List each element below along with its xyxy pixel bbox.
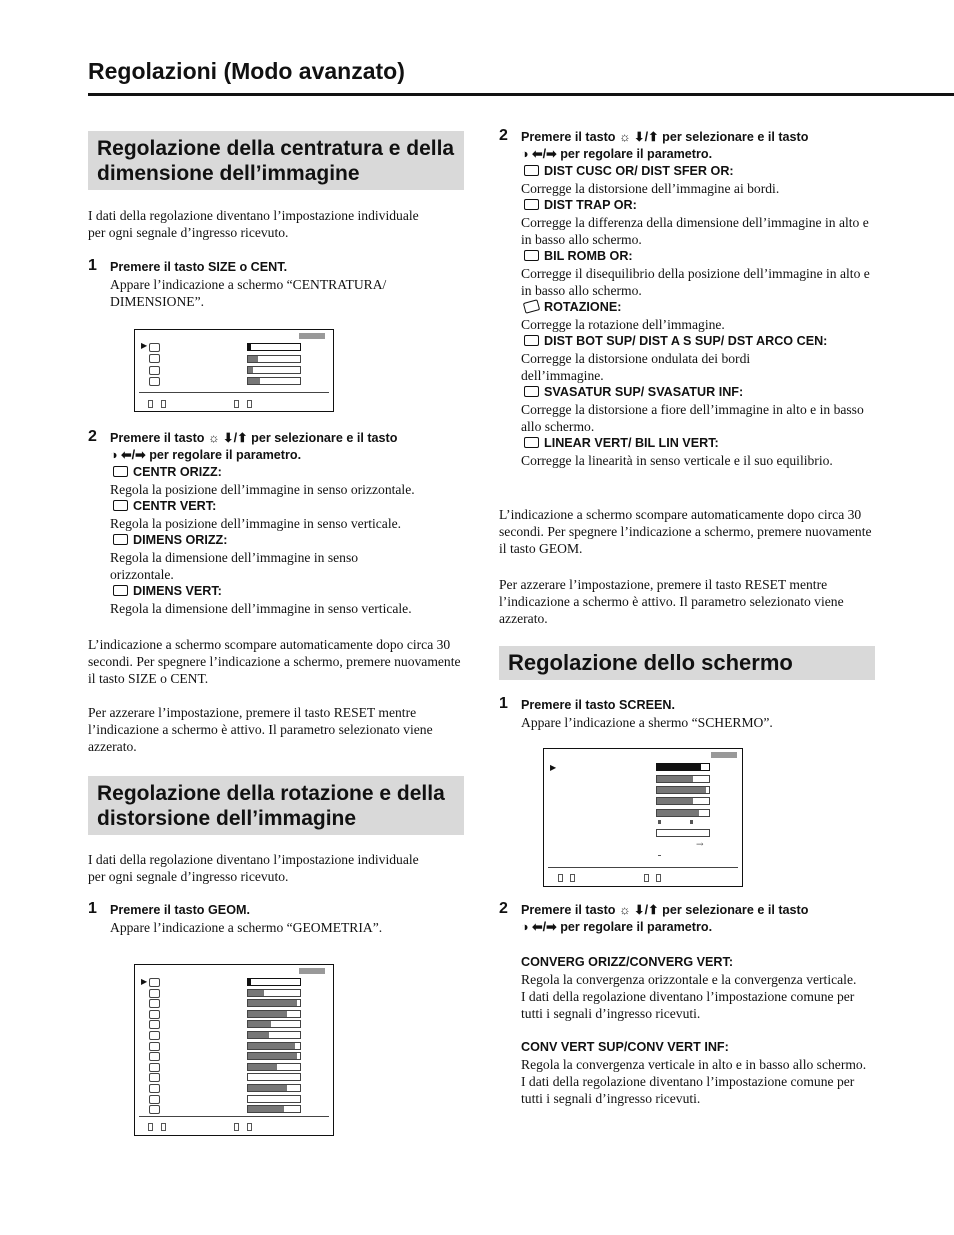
step-heading: Premere il tasto SCREEN. <box>521 698 675 712</box>
parallelogram-icon <box>524 250 539 261</box>
osd-bar <box>656 797 710 805</box>
item-label-row <box>110 464 460 481</box>
item-text: Regola la dimensione dell’immagine in senso verticale. <box>110 601 412 616</box>
intro-geometry: I dati della regolazione diventano l’impostazione individuale per ogni segnale d’ingresso ricevuto. <box>88 852 419 884</box>
osd-button-icon <box>234 400 239 408</box>
osd-bar <box>247 1063 301 1071</box>
top-distortion-icon <box>524 335 539 346</box>
item-label-row <box>521 163 876 180</box>
section-heading-geometry <box>88 776 464 835</box>
item-label-row <box>521 384 876 401</box>
item-text: Corregge la rotazione dell’immagine. <box>521 317 725 332</box>
osd-button-icon <box>644 874 649 882</box>
item-label-row <box>110 498 460 515</box>
osd-bar <box>247 1052 301 1060</box>
geometry-setting-icon <box>149 1031 160 1040</box>
osd-bar <box>247 1073 301 1081</box>
osd-screen-menu <box>543 748 743 887</box>
geometry-setting-icon <box>149 1073 160 1082</box>
item-label: DIMENS VERT: <box>133 584 222 598</box>
osd-bar <box>247 1042 301 1050</box>
osd-bar <box>656 809 710 817</box>
osd-button-icon <box>161 400 166 408</box>
section-title-geometry: Regolazione della rotazione e della distorsione dell’immagine <box>97 782 445 830</box>
item-text: I dati della regolazione diventano l’impostazione comune per tutti i segnali d’ingresso ricevuti. <box>521 1074 855 1106</box>
step-heading: Premere il tasto SIZE o CENT. <box>110 260 288 274</box>
item-label-row <box>521 197 876 214</box>
osd-bar <box>247 1020 301 1028</box>
step-number: 1 <box>499 695 508 712</box>
osd-button-icon <box>148 400 153 408</box>
item-text: Corregge la linearità in senso verticale e il suo equilibrio. <box>521 453 833 468</box>
step-heading: Premere il tasto ☼ ⬇/⬆ per selezionare e il tasto <box>521 903 809 917</box>
geometry-setting-icon <box>149 1105 160 1114</box>
item-label: CONVERG ORIZZ/CONVERG VERT: <box>521 955 734 969</box>
item-label: DIST BOT SUP/ DIST A S SUP/ DST ARCO CEN: <box>544 334 828 348</box>
geometry-setting-icon <box>149 1052 160 1061</box>
geometry-setting-icon <box>149 978 160 987</box>
note-reset: Per azzerare l’impostazione, premere il tasto RESET mentre l’indicazione a schermo è attivo. Il parametro selezionato viene azzerato. <box>88 705 433 754</box>
osd-divider <box>548 867 738 868</box>
screen-items <box>521 954 876 1107</box>
step-number: 2 <box>88 428 97 445</box>
item-label-row <box>521 333 876 350</box>
arrow-right-icon: → <box>696 840 704 850</box>
osd-tab <box>299 968 325 974</box>
osd-button-icon <box>558 874 563 882</box>
geometry-setting-icon <box>149 1020 160 1029</box>
osd-divider <box>139 1116 329 1117</box>
step-heading: ◑ ⬅/➡ per regolare il parametro. <box>521 920 713 934</box>
section-title-screen: Regolazione dello schermo <box>508 650 793 675</box>
osd-marker <box>658 855 661 856</box>
osd-button-icon <box>161 1123 166 1131</box>
osd-tab <box>711 752 737 758</box>
osd-bar <box>247 1031 301 1039</box>
item-text: Corregge la distorsione dell’immagine ai bordi. <box>521 181 780 196</box>
osd-cursor-icon: ▶ <box>141 341 148 350</box>
item-label: LINEAR VERT/ BIL LIN VERT: <box>544 436 719 450</box>
item-text: Regola la convergenza verticale in alto e in basso allo schermo. <box>521 1057 867 1072</box>
item-text: Regola la dimensione dell’immagine in senso orizzontale. <box>110 550 359 582</box>
item-label: CENTR VERT: <box>133 499 217 513</box>
item-label: CENTR ORIZZ: <box>133 465 222 479</box>
osd-cursor-icon: ▶ <box>141 977 148 986</box>
item-label-row <box>110 532 460 549</box>
title-rule <box>88 93 954 96</box>
osd-bar <box>247 1010 301 1018</box>
step-heading: Premere il tasto GEOM. <box>110 903 250 917</box>
geometry-setting-icon <box>149 1042 160 1051</box>
osd-bar <box>247 343 301 351</box>
note-autoclose: L’indicazione a schermo scompare automaticamente dopo circa 30 secondi. Per spegnere l’indicazione a schermo, premere nuovamente il tasto SIZE o CENT. <box>88 637 461 686</box>
osd-geometry-menu <box>134 964 334 1136</box>
section-heading-screen <box>499 646 875 680</box>
geometry-setting-icon <box>149 1010 160 1019</box>
osd-bar <box>247 978 301 986</box>
osd-bar <box>247 1095 301 1103</box>
note-reset: Per azzerare l’impostazione, premere il tasto RESET mentre l’indicazione a schermo è attivo. Il parametro selezionato viene azzerato. <box>499 577 844 626</box>
item-label: DIMENS ORIZZ: <box>133 533 228 547</box>
item-text: Corregge la distorsione ondulata dei bordi dell’immagine. <box>521 351 751 383</box>
item-text: Corregge la distorsione a fiore dell’immagine in alto e in basso allo schermo. <box>521 402 864 434</box>
centering-items <box>110 464 460 617</box>
osd-tab <box>299 333 325 339</box>
center-horizontal-icon <box>113 466 128 477</box>
size-horizontal-icon <box>113 534 128 545</box>
geometry-setting-icon <box>149 989 160 998</box>
osd-button-icon <box>148 1123 153 1131</box>
size-horizontal-icon <box>149 366 160 375</box>
rotation-icon <box>523 299 540 314</box>
osd-cursor-icon: ▶ <box>550 763 557 772</box>
osd-bar <box>247 366 301 374</box>
trapezoid-icon <box>524 199 539 210</box>
osd-centering-menu <box>134 329 334 412</box>
osd-bar <box>656 763 710 771</box>
item-label: DIST CUSC OR/ DIST SFER OR: <box>544 164 734 178</box>
step-number: 2 <box>499 900 508 917</box>
osd-button-icon <box>247 1123 252 1131</box>
item-text: Corregge il disequilibrio della posizione dell’immagine in alto e in basso allo schermo. <box>521 266 870 298</box>
note-autoclose: L’indicazione a schermo scompare automaticamente dopo circa 30 secondi. Per spegnere l’indicazione a schermo, premere nuovamente il tasto GEOM. <box>499 507 872 556</box>
osd-button-icon <box>570 874 575 882</box>
step-heading: Premere il tasto ☼ ⬇/⬆ per selezionare e il tasto <box>110 431 398 445</box>
section-heading-centering <box>88 131 464 190</box>
item-label-row <box>521 248 876 265</box>
flare-icon <box>524 386 539 397</box>
item-text: Regola la posizione dell’immagine in senso verticale. <box>110 516 402 531</box>
osd-bar <box>247 377 301 385</box>
geometry-setting-icon <box>149 1095 160 1104</box>
osd-bar <box>247 1084 301 1092</box>
section-title-centering: Regolazione della centratura e della dimensione dell’immagine <box>97 137 455 185</box>
osd-bar <box>247 999 301 1007</box>
osd-marker <box>658 820 661 824</box>
item-label: BIL ROMB OR: <box>544 249 633 263</box>
item-text: Regola la posizione dell’immagine in senso orizzontale. <box>110 482 415 497</box>
osd-bar <box>656 829 710 837</box>
step-text: Appare l’indicazione a schermo “CENTRATURA/ DIMENSIONE”. <box>110 277 387 309</box>
osd-marker <box>690 820 693 824</box>
step-number: 1 <box>88 900 97 917</box>
item-label: CONV VERT SUP/CONV VERT INF: <box>521 1040 729 1054</box>
item-label: ROTAZIONE: <box>544 300 622 314</box>
osd-bar <box>247 1105 301 1113</box>
linearity-icon <box>524 437 539 448</box>
geometry-setting-icon <box>149 1084 160 1093</box>
geometry-setting-icon <box>149 999 160 1008</box>
geometry-items <box>521 163 876 469</box>
item-label-row <box>521 299 876 316</box>
page-title: Regolazioni (Modo avanzato) <box>88 58 405 84</box>
osd-button-icon <box>247 400 252 408</box>
step-heading: ◑ ⬅/➡ per regolare il parametro. <box>521 147 713 161</box>
osd-divider <box>139 392 329 393</box>
item-label: DIST TRAP OR: <box>544 198 637 212</box>
step-number: 1 <box>88 257 97 274</box>
osd-button-icon <box>656 874 661 882</box>
item-label-row <box>521 435 876 452</box>
geometry-setting-icon <box>149 1063 160 1072</box>
item-text: I dati della regolazione diventano l’impostazione comune per tutti i segnali d’ingresso ricevuti. <box>521 989 855 1021</box>
step-heading: ◑ ⬅/➡ per regolare il parametro. <box>110 448 302 462</box>
center-horizontal-icon <box>149 343 160 352</box>
size-vertical-icon <box>149 377 160 386</box>
osd-bar <box>656 775 710 783</box>
osd-bar <box>247 355 301 363</box>
osd-button-icon <box>234 1123 239 1131</box>
step-text: Appare l’indicazione a shermo “SCHERMO”. <box>521 715 773 730</box>
center-vertical-icon <box>149 354 160 363</box>
osd-bar <box>247 989 301 997</box>
osd-bar <box>656 786 710 794</box>
step-number: 2 <box>499 127 508 144</box>
item-text: Regola la convergenza orizzontale e la convergenza verticale. <box>521 972 857 987</box>
pincushion-icon <box>524 165 539 176</box>
item-label-row <box>110 583 460 600</box>
item-text: Corregge la differenza della dimensione dell’immagine in alto e in basso allo schermo. <box>521 215 869 247</box>
step-text: Appare l’indicazione a schermo “GEOMETRIA”. <box>110 920 383 935</box>
item-label: SVASATUR SUP/ SVASATUR INF: <box>544 385 744 399</box>
intro-centering: I dati della regolazione diventano l’impostazione individuale per ogni segnale d’ingresso ricevuto. <box>88 208 419 240</box>
size-vertical-icon <box>113 585 128 596</box>
step-heading: Premere il tasto ☼ ⬇/⬆ per selezionare e il tasto <box>521 130 809 144</box>
center-vertical-icon <box>113 500 128 511</box>
